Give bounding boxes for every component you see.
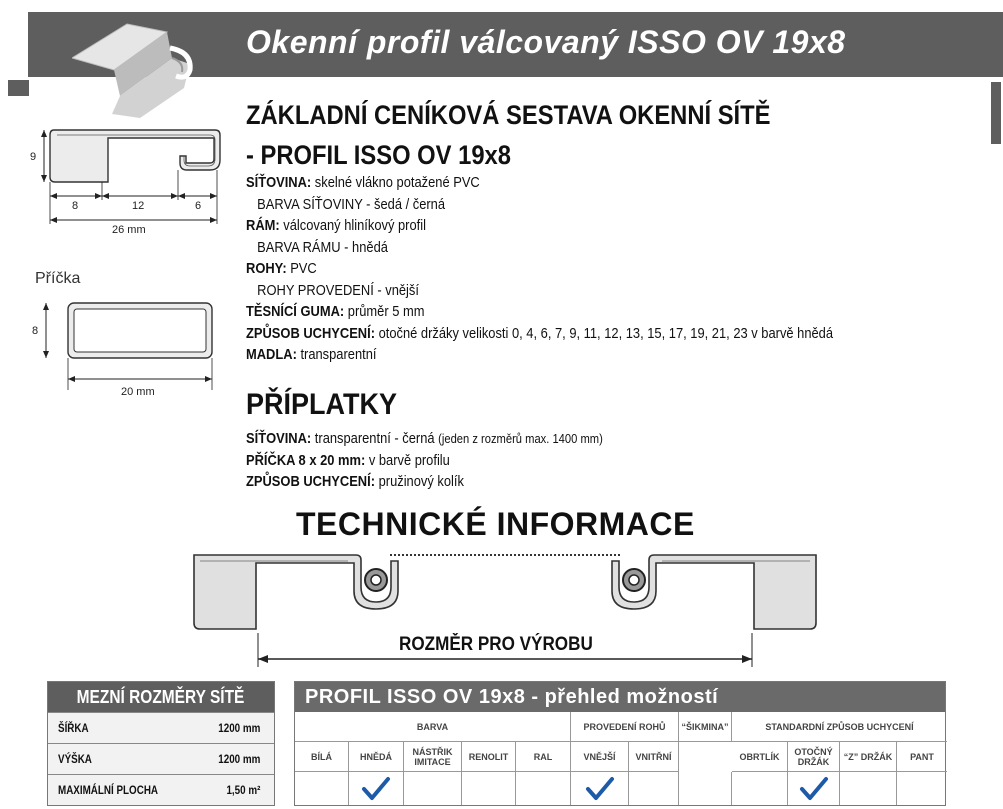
option-cell: [349, 772, 404, 805]
surcharge-line: ZPŮSOB UCHYCENÍ: pružinový kolík: [246, 473, 464, 490]
group-header-corners: PROVEDENÍ ROHŮ: [571, 712, 679, 742]
option-cell: [679, 772, 732, 805]
column-header: HNĚDÁ: [349, 742, 404, 772]
column-header: RAL: [516, 742, 571, 772]
profile-width-label-3: 6: [195, 200, 202, 212]
column-header: RENOLIT: [462, 742, 516, 772]
limits-title: MEZNÍ ROZMĚRY SÍTĚ: [48, 682, 274, 712]
spec-line: ROHY PROVEDENÍ - vnější: [257, 281, 419, 299]
profile-width-label-2: 12: [132, 200, 145, 212]
limit-value: 1200 mm: [217, 752, 260, 766]
surcharge-line: SÍŤOVINA: transparentní - černá (jeden z rozměrů max. 1400 mm): [246, 430, 603, 447]
header-decor-square: [8, 80, 29, 96]
column-header: OBRTLÍK: [732, 742, 788, 772]
surcharges-heading: PŘÍPLATKY: [246, 388, 398, 421]
option-cell: [732, 772, 788, 805]
table-row: [48, 712, 274, 743]
limit-label: ŠÍŘKA: [58, 721, 89, 735]
column-header: PANT: [897, 742, 947, 772]
spec-list: [246, 172, 833, 366]
options-table: [294, 681, 946, 806]
profile-cross-section-drawing: [30, 120, 230, 240]
dimension-label: ROZMĚR PRO VÝROBU: [399, 634, 593, 655]
header-decor-bar: [991, 82, 1001, 144]
option-cell: [571, 772, 629, 805]
options-title: PROFIL ISSO OV 19x8 - přehled možností: [295, 682, 945, 712]
table-row: [48, 743, 274, 774]
page-title: Okenní profil válcovaný ISSO OV 19x8: [246, 24, 846, 60]
crossbar-height-label: 8: [32, 325, 39, 337]
group-header-slanted: “ŠIKMINA”: [679, 712, 732, 742]
spec-line: ZPŮSOB UCHYCENÍ: otočné držáky velikosti 0, 4, 6, 7, 9, 11, 12, 13, 15, 17, 19, 21, 23 v barvě hnědá: [246, 324, 834, 342]
table-row: [48, 774, 274, 805]
surcharge-line: PŘÍČKA 8 x 20 mm: v barvě profilu: [246, 451, 450, 469]
checkmark-icon: [361, 776, 391, 802]
main-heading-line1: ZÁKLADNÍ CENÍKOVÁ SESTAVA OKENNÍ SÍTĚ: [246, 100, 771, 130]
main-heading-line2: - PROFIL ISSO OV 19x8: [246, 140, 511, 170]
limits-table: [47, 681, 275, 806]
crossbar-width-label: 20 mm: [121, 386, 155, 398]
column-header: OTOČNÝ DRŽÁK: [788, 742, 840, 772]
limit-value: 1200 mm: [217, 721, 260, 735]
options-grid: [295, 712, 947, 805]
option-cell: [462, 772, 516, 805]
spec-line: MADLA: transparentní: [246, 346, 377, 363]
column-header: “Z” DRŽÁK: [840, 742, 897, 772]
technical-heading: TECHNICKÉ INFORMACE: [296, 506, 695, 542]
option-cell: [840, 772, 897, 805]
option-cell: [516, 772, 571, 805]
option-cell: [404, 772, 462, 805]
option-cell: [897, 772, 947, 805]
spec-line: BARVA RÁMU - hnědá: [257, 238, 388, 256]
column-header: VNĚJŠÍ: [571, 742, 629, 772]
profile-width-label-1: 8: [72, 200, 79, 212]
profile-height-label: 9: [30, 151, 37, 163]
surcharges-list: [246, 428, 603, 493]
checkmark-icon: [799, 776, 829, 802]
spec-line: SÍŤOVINA: skelné vlákno potažené PVC: [246, 174, 480, 191]
spec-line: ROHY: PVC: [246, 260, 317, 277]
spec-line: BARVA SÍŤOVINY - šedá / černá: [257, 195, 446, 213]
option-cell: [295, 772, 349, 805]
checkmark-icon: [585, 776, 615, 802]
option-cell: [629, 772, 679, 805]
profile-total-label: 26 mm: [112, 224, 146, 236]
option-cell: [788, 772, 840, 805]
column-header: VNITŘNÍ: [629, 742, 679, 772]
spec-line: RÁM: válcovaný hliníkový profil: [246, 217, 426, 234]
profile-3d-illustration: [72, 18, 202, 118]
crossbar-drawing: [28, 295, 228, 405]
crossbar-label: Příčka: [35, 270, 81, 287]
group-header-mounting: STANDARDNÍ ZPŮSOB UCHYCENÍ: [732, 712, 947, 742]
limit-value: 1,50 m²: [226, 783, 260, 797]
spec-line: TĚSNÍCÍ GUMA: průměr 5 mm: [246, 303, 425, 320]
group-header-color: BARVA: [295, 712, 571, 742]
limit-label: VÝŠKA: [58, 752, 92, 766]
main-heading: [246, 95, 771, 175]
column-header: NÁSTŘIK IMITACE: [404, 742, 462, 772]
column-header: BÍLÁ: [295, 742, 349, 772]
limit-label: MAXIMÁLNÍ PLOCHA: [58, 783, 159, 797]
